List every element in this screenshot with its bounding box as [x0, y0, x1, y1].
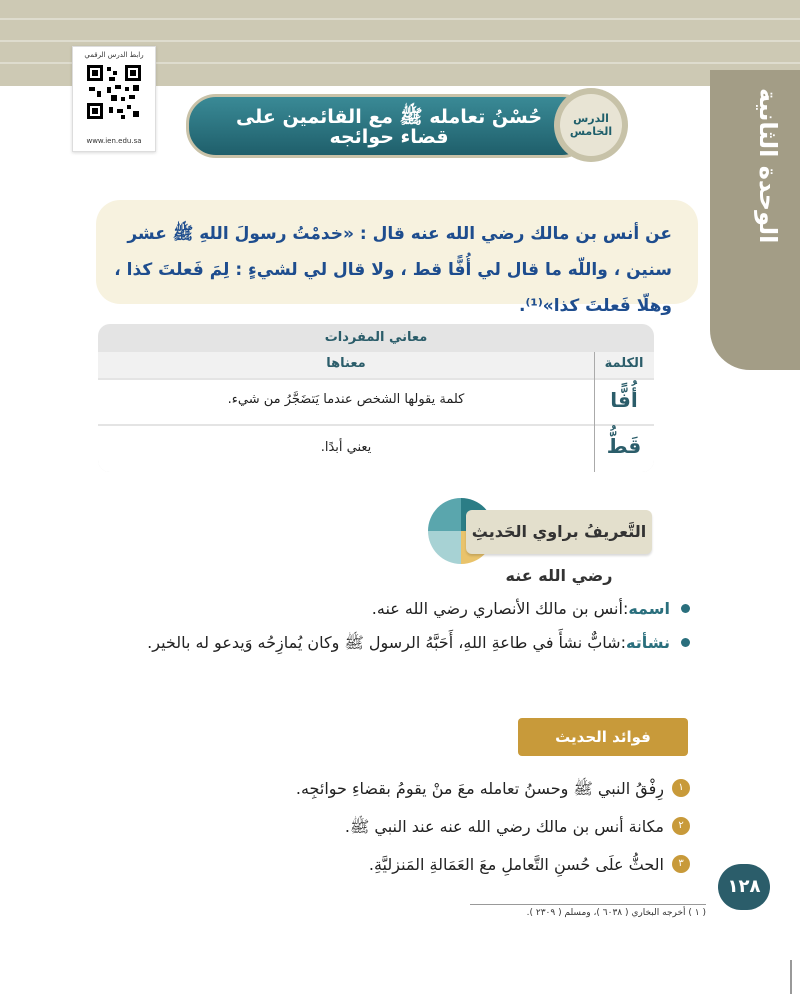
vocab-meaning: يعني أبدًا. [320, 440, 372, 455]
benefit-item [90, 808, 690, 846]
benefits-header: فوائد الحديث [518, 718, 688, 756]
upbringing-key: نشأته [625, 633, 670, 652]
benefit-item [90, 770, 690, 808]
unit-label: الوحدة الثانية [754, 88, 782, 244]
benefit-text: رِفْقُ النبي ﷺ وحسنُ تعامله معَ منْ يقومُ بقضاءِ حوائجِه. [295, 779, 664, 798]
upbringing-value: :شابٌّ نشأَ في طاعةِ اللهِ، أَحَبَّهُ الرسول ﷺ وكان يُمازِحُه وَيدعو له بالخير. [147, 633, 626, 652]
qr-url: www.ien.edu.sa [86, 137, 142, 145]
col-meaning-header: معناها [326, 356, 366, 371]
name-key: اسمه [628, 599, 670, 618]
narrator-info [90, 592, 690, 660]
lesson-title [203, 107, 575, 147]
narrator-section-header [426, 496, 652, 585]
narrator-ribbon [466, 510, 652, 585]
vocab-header-row [98, 352, 654, 378]
narrator-name-item [90, 592, 690, 626]
vocab-row [98, 380, 654, 424]
qr-caption: رابط الدرس الرقمي [84, 51, 144, 59]
lesson-title-banner [186, 88, 664, 162]
lesson-number-badge [554, 88, 628, 162]
narrator-upbringing-item [90, 626, 690, 660]
benefit-text: الحثُّ علَى حُسنِ التَّعاملِ معَ العَمَالةِ المَنزليَّةِ. [368, 855, 664, 874]
unit-side-tab [710, 70, 800, 370]
narrator-section-title: التَّعريفُ براوي الحَديثِ رضي الله عنه [471, 522, 647, 585]
benefit-text: مكانة أنس بن مالك رضي الله عنه عند النبي ﷺ. [344, 817, 664, 836]
col-word-header: الكلمة [604, 356, 644, 371]
vocab-word: قَطُّ [606, 434, 642, 458]
bullet-icon [681, 638, 690, 647]
benefit-number: ٣ [672, 855, 690, 873]
column-divider [594, 352, 595, 472]
qr-code-icon [85, 63, 143, 121]
benefit-item [90, 846, 690, 884]
footnote-divider [470, 904, 706, 905]
vocab-title: معاني المفردات [324, 330, 428, 345]
lesson-title-line2: قضاء حوائجه [329, 126, 449, 148]
page-number: ١٢٨ [718, 864, 770, 910]
vocabulary-table [98, 324, 654, 472]
vocab-meaning: كلمة يقولها الشخص عندما يَتضَجَّرُ من شيء. [227, 392, 465, 407]
hadith-text: عن أنس بن مالك رضي الله عنه قال : «خدمْتُ رسولَ اللهِ ﷺ عشر سنين ، واللّه ما قال لي أُفًّا قط ، ولا قال لي لشيءٍ : لِمَ فَعلتَ كذا ، وهلّا فَعلتَ كذا»⁽¹⁾. [114, 224, 672, 316]
bullet-icon [681, 604, 690, 613]
page-edge-divider [790, 960, 792, 994]
vocab-word: أُفًّا [610, 388, 638, 412]
footnote: ( ١ ) أخرجه البخاري ( ٦٠٣٨ )، ومسلم ( ٢٣٠٩ ). [526, 908, 706, 918]
digital-lesson-qr[interactable] [72, 46, 156, 152]
benefits-list [90, 770, 690, 884]
hadith-box [96, 200, 698, 316]
lesson-title-line1: حُسْنُ تعامله ﷺ مع القائمين على [235, 106, 543, 128]
benefit-number: ٢ [672, 817, 690, 835]
badge-line1: الدرس [573, 112, 609, 125]
name-value: :أنس بن مالك الأنصاري رضي الله عنه. [371, 599, 629, 618]
badge-line2: الخامس [569, 125, 613, 138]
title-pill [186, 94, 592, 158]
benefit-number: ١ [672, 779, 690, 797]
vocab-row [98, 426, 654, 472]
